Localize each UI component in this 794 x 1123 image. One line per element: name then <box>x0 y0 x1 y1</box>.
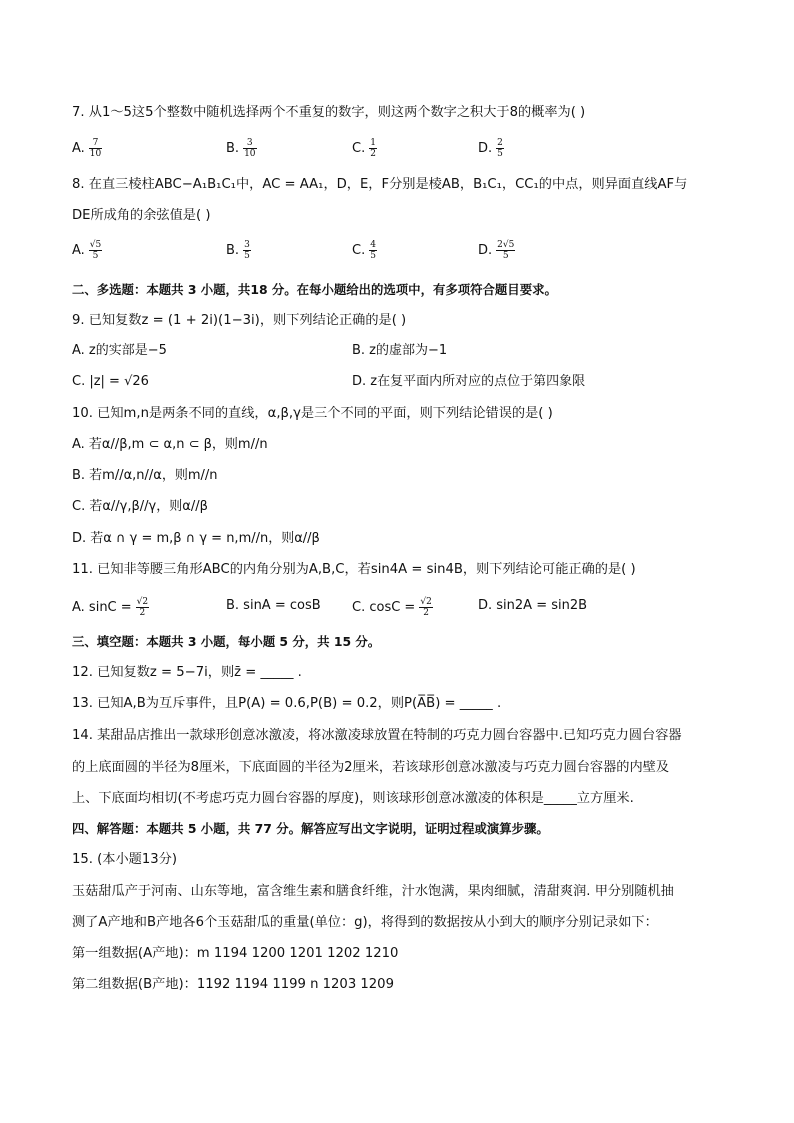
q12: 12. 已知复数z = 5−7i，则z̄ = _____ . <box>72 665 302 680</box>
option-label: B. <box>226 141 240 156</box>
option-label: A. <box>72 141 85 156</box>
q9-option-d: D. z在复平面内所对应的点位于第四象限 <box>352 374 586 389</box>
q7-stem: 7. 从1～5这5个整数中随机选择两个不重复的数字，则这两个数字之积大于8的概率为( ) <box>72 105 586 120</box>
option-label: A. <box>72 243 85 258</box>
q8-option-a <box>72 240 102 261</box>
q9-option-b: B. z的虚部为−1 <box>352 343 448 358</box>
q9-option-a: A. z的实部是−5 <box>72 343 167 358</box>
q7-option-b <box>226 138 257 159</box>
q11-option-d: D. sin2A = sin2B <box>478 598 588 613</box>
q11-stem: 11. 已知非等腰三角形ABC的内角分别为A,B,C，若sin4A = sin4B，则下列结论可能正确的是( ) <box>72 562 636 577</box>
q14-line1: 14. 某甜品店推出一款球形创意冰激凌，将冰激凌球放置在特制的巧克力圆台容器中.已知巧克力圆台容器 <box>72 728 682 743</box>
fraction: $\frac{√2}{2}$ <box>136 597 149 618</box>
option-text: C. cosC = <box>352 600 416 615</box>
fraction: $\frac{3}{5}$ <box>244 240 250 261</box>
fraction: $\frac{2}{5}$ <box>497 138 503 159</box>
q7-option-c <box>352 138 377 159</box>
q7-option-d <box>478 138 504 159</box>
q8-option-d <box>478 240 515 261</box>
section-heading-solution: 四、解答题：本题共 5 小题，共 77 分。解答应写出文字说明，证明过程或演算步骤。 <box>72 821 549 836</box>
fraction: $\frac{2√5}{5}$ <box>497 240 515 261</box>
q8-stem-line1: 8. 在直三棱柱ABC−A₁B₁C₁中，AC = AA₁，D，E，F分别是棱AB，B₁C₁，CC₁的中点，则异面直线AF与 <box>72 177 688 192</box>
q11-option-b: B. sinA = cosB <box>226 598 321 613</box>
q14-line2: 的上底面圆的半径为8厘米，下底面圆的半径为2厘米，若该球形创意冰激凌与巧克力圆台容器的内壁及 <box>72 760 670 775</box>
option-label: D. <box>478 141 493 156</box>
section-heading-fill-in: 三、填空题：本题共 3 小题，每小题 5 分，共 15 分。 <box>72 634 381 649</box>
option-text: A. sinC = <box>72 600 132 615</box>
q15-line1: 玉菇甜瓜产于河南、山东等地，富含维生素和膳食纤维，汁水饱满，果肉细腻，清甜爽润. 甲分别随机抽 <box>72 884 674 899</box>
q10-option-b: B. 若m//α,n//α，则m//n <box>72 468 218 483</box>
q9-option-c: C. |z| = √26 <box>72 374 149 389</box>
q15-group2: 第二组数据(B产地)：1192 1194 1199 n 1203 1209 <box>72 977 394 992</box>
fraction: $\frac{√5}{5}$ <box>89 240 102 261</box>
q10-option-c: C. 若α//γ,β//γ，则α//β <box>72 499 208 514</box>
option-label: B. <box>226 243 240 258</box>
q9-stem: 9. 已知复数z = (1 + 2i)(1−3i)，则下列结论正确的是( ) <box>72 313 407 328</box>
fraction: $\frac{7}{10}$ <box>89 138 102 159</box>
option-label: C. <box>352 141 366 156</box>
q15-line2: 测了A产地和B产地各6个玉菇甜瓜的重量(单位：g)，将得到的数据按从小到大的顺序分别记录如下： <box>72 915 658 930</box>
fraction: $\frac{1}{2}$ <box>370 138 376 159</box>
fraction: $\frac{3}{10}$ <box>244 138 256 159</box>
fraction: $\frac{√2}{2}$ <box>420 597 432 618</box>
section-heading-multiple-choice: 二、多选题：本题共 3 小题，共18 分。在每小题给出的选项中，有多项符合题目要求。 <box>72 282 557 297</box>
q11-option-c <box>352 597 433 618</box>
q15-group1: 第一组数据(A产地)：m 1194 1200 1201 1202 1210 <box>72 946 399 961</box>
option-label: C. <box>352 243 366 258</box>
q10-option-d: D. 若α ∩ γ = m,β ∩ γ = n,m//n，则α//β <box>72 531 320 546</box>
option-label: D. <box>478 243 493 258</box>
q8-option-b <box>226 240 251 261</box>
q13: 13. 已知A,B为互斥事件，且P(A) = 0.6,P(B) = 0.2，则P(A̅B̅) = _____ . <box>72 696 502 711</box>
q14-line3: 上、下底面均相切(不考虑巧克力圆台容器的厚度)，则该球形创意冰激凌的体积是_____立方厘米. <box>72 791 634 806</box>
q11-option-a <box>72 597 149 618</box>
q8-stem-line2: DE所成角的余弦值是( ) <box>72 208 211 223</box>
q10-option-a: A. 若α//β,m ⊂ α,n ⊂ β，则m//n <box>72 437 268 452</box>
q7-option-a <box>72 138 102 159</box>
fraction: $\frac{4}{5}$ <box>370 240 376 261</box>
q8-option-c <box>352 240 377 261</box>
q15-header: 15. (本小题13分) <box>72 852 177 867</box>
q10-stem: 10. 已知m,n是两条不同的直线，α,β,γ是三个不同的平面，则下列结论错误的是( ) <box>72 406 553 421</box>
